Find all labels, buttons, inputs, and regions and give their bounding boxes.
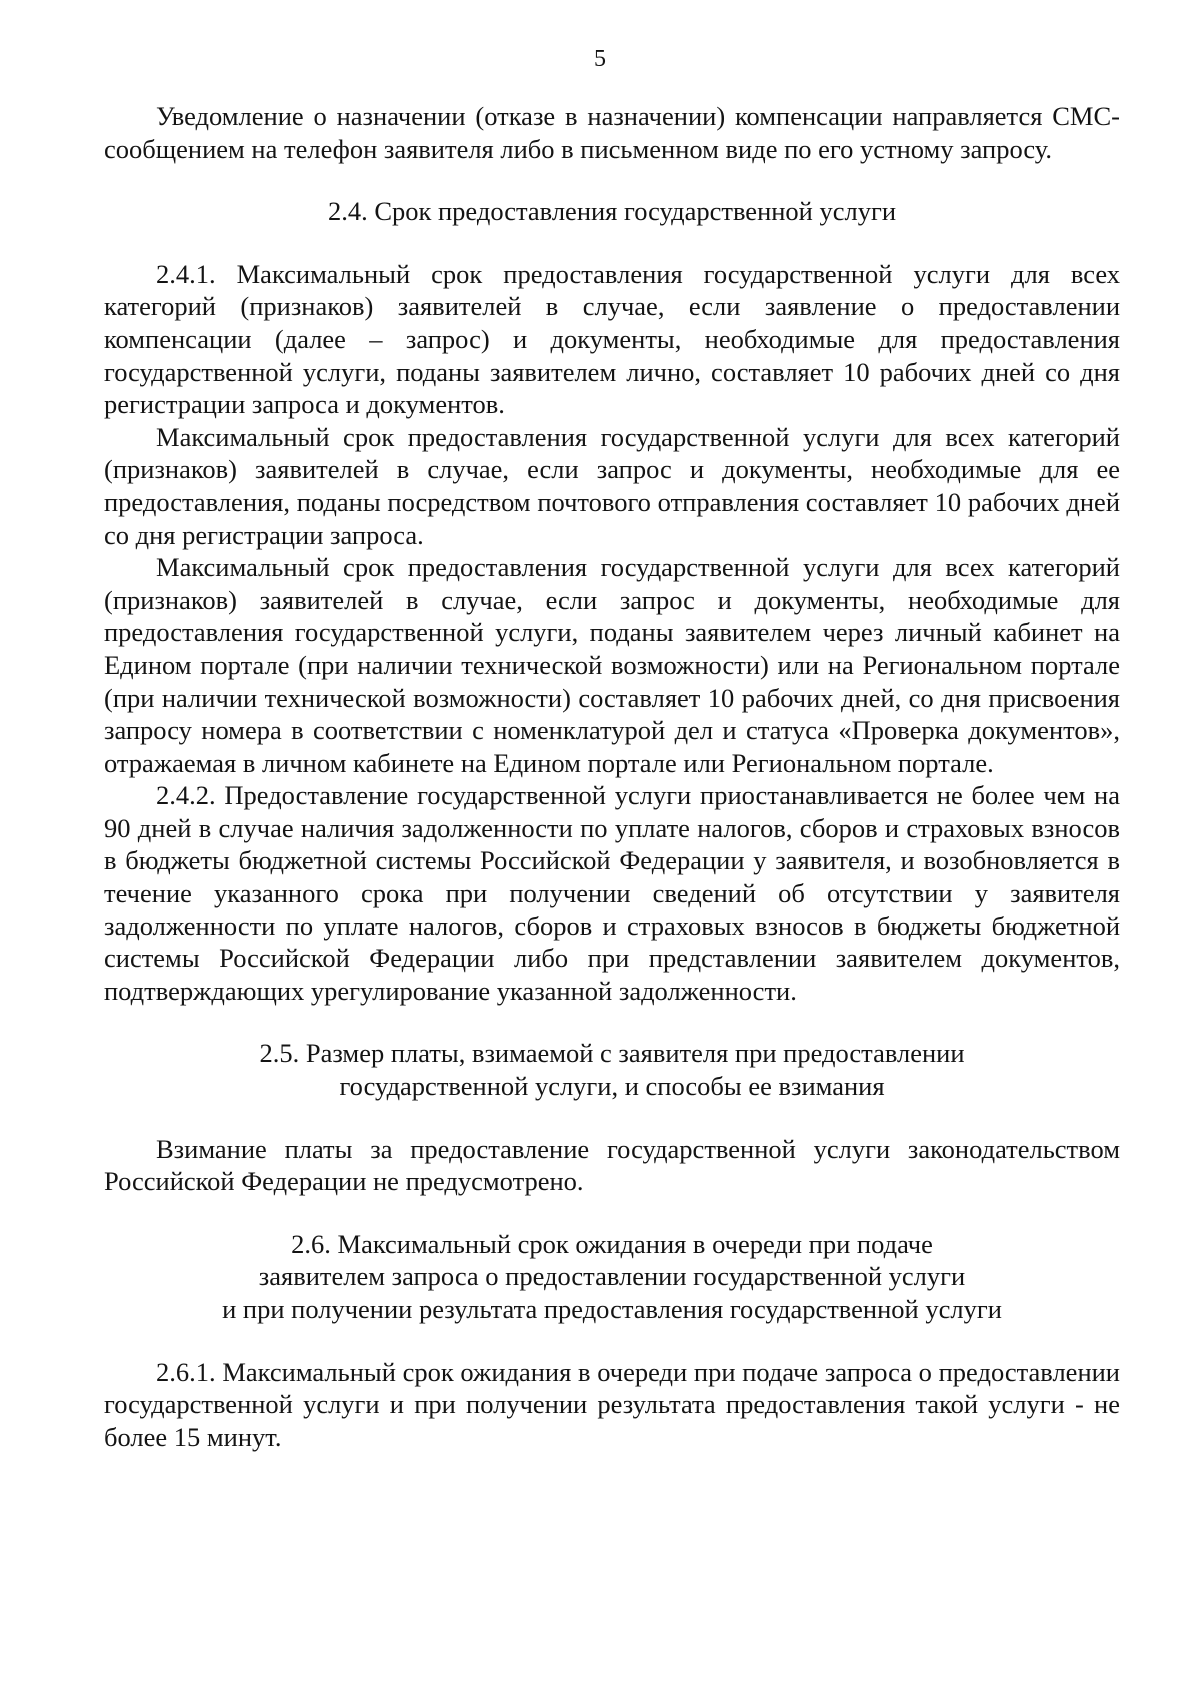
paragraph-2-4-1-a: 2.4.1. Максимальный срок предоставления государственной услуги для всех категорий (признаков) заявителей в случае, если заявление о предоставлении компенсации (далее – запрос) и документы, необходимые для предоставления государственной услуги, поданы заявителем лично, составляет 10 рабочих дней со дня регистрации запроса и документов. [104, 258, 1120, 420]
section-heading-2-6-line2: заявителем запроса о предоставлении государственной услуги [258, 1261, 966, 1292]
section-heading-2-6-line3: и при получении результата предоставления государственной услуги [222, 1294, 1002, 1324]
section-heading-2-5-line2: государственной услуги, и способы ее взимания [339, 1071, 885, 1102]
intro-paragraph: Уведомление о назначении (отказе в назначении) компенсации направляется СМС-сообщением на телефон заявителя либо в письменном виде по его устному запросу. [104, 101, 1120, 164]
document-body [104, 100, 1120, 1453]
paragraph-2-4-2: 2.4.2. Предоставление государственной услуги приостанавливается не более чем на 90 дней в случае наличия задолженности по уплате налогов, сборов и страховых взносов в бюджеты бюджетной системы Российской Федерации у заявителя, и возобновляется в течение указанного срока при получении сведений об отсутствии у заявителя задолженности по уплате налогов, сборов и страховых взносов в бюджеты бюджетной системы Российской Федерации либо при представлении заявителем документов, подтверждающих урегулирование указанной задолженности. [104, 780, 1120, 1006]
section-heading-2-4: 2.4. Срок предоставления государственной услуги [327, 196, 897, 227]
section-heading-2-6-line1: 2.6. Максимальный срок ожидания в очереди при подаче [291, 1228, 933, 1259]
paragraph-2-4-1-c: Максимальный срок предоставления государственной услуги для всех категорий (признаков) заявителей в случае, если запрос и документы, необходимые для предоставления государственной услуги, поданы заявителем через личный кабинет на Едином портале (при наличии технической возможности) или на Региональном портале (при наличии технической возможности) составляет 10 рабочих дней, со дня присвоения запросу номера в соответствии с номенклатурой дел и статуса «Проверка документов», отражаемая в личном кабинете на Едином портале или Региональном портале. [104, 552, 1120, 778]
page-number: 5 [594, 46, 606, 72]
section-heading-2-5-line1: 2.5. Размер платы, взимаемой с заявителя при предоставлении [259, 1038, 965, 1069]
paragraph-2-5: Взимание платы за предоставление государственной услуги законодательством Российской Федерации не предусмотрено. [104, 1133, 1120, 1197]
paragraph-2-4-1-b: Максимальный срок предоставления государственной услуги для всех категорий (признаков) заявителей в случае, если запрос и документы, необходимые для ее предоставления, поданы посредством почтового отправления составляет 10 рабочих дней со дня регистрации запроса. [104, 421, 1120, 550]
paragraph-2-6-1: 2.6.1. Максимальный срок ожидания в очереди при подаче запроса о предоставлении государственной услуги и при получении результата предоставления такой услуги - не более 15 минут. [104, 1356, 1120, 1452]
